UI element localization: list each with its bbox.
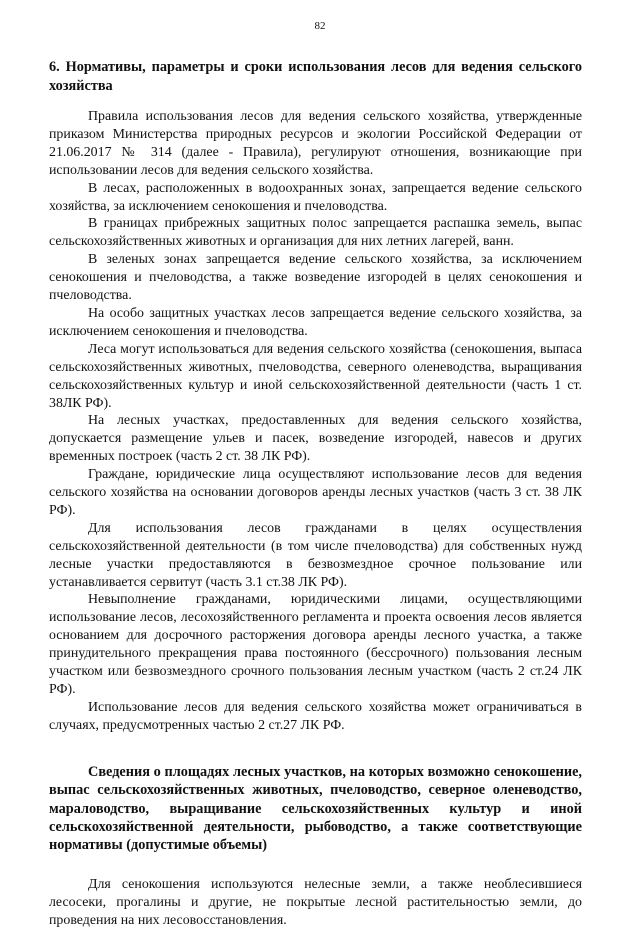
page-content	[49, 58, 582, 929]
subsection-heading: Сведения о площадях лесных участков, на которых возможно сенокошение, выпас сельскохозяйственных животных, пчеловодство, северное оленеводство, мараловодство, выращивание сельскохозяйственных культур и иной сельскохозяйственной деятельности, рыбоводство, а также соответствующие нормативы (допустимые объемы)	[49, 763, 582, 854]
paragraph: Леса могут использоваться для ведения сельского хозяйства (сенокошения, выпаса сельскохозяйственных животных, пчеловодства, северного оленеводства, выращивания сельскохозяйственных культур и иной сельскохозяйственной деятельности (часть 1 ст. 38ЛК РФ).	[49, 341, 582, 411]
paragraph: На лесных участках, предоставленных для ведения сельского хозяйства, допускается размещение ульев и пасек, возведение изгородей, навесов и других временных построек (часть 2 ст. 38 ЛК РФ).	[49, 413, 582, 465]
paragraph: Невыполнение гражданами, юридическими лицами, осуществляющими использование лесов, лесохозяйственного регламента и проекта освоения лесов является основанием для досрочного расторжения договора аренды лесного участка, а также принудительного прекращения права постоянного (бессрочного) пользования лесным участком или безвозмездного срочного пользования лесным участком (часть 2 ст.24 ЛК РФ).	[49, 592, 582, 697]
paragraph: Граждане, юридические лица осуществляют использование лесов для ведения сельского хозяйства на основании договоров аренды лесных участков (часть 3 ст. 38 ЛК РФ).	[49, 467, 582, 518]
paragraph: В лесах, расположенных в водоохранных зонах, запрещается ведение сельского хозяйства, за исключением сенокошения и пчеловодства.	[49, 180, 582, 214]
paragraph: В границах прибрежных защитных полос запрещается распашка земель, выпас сельскохозяйственных животных и организация для них летних лагерей, ванн.	[49, 216, 582, 250]
section-heading: 6. Нормативы, параметры и сроки использования лесов для ведения сельского хозяйства	[49, 59, 582, 94]
paragraph: Для сенокошения используются нелесные земли, а также необлесившиеся лесосеки, прогалины и другие, не покрытые лесной растительностью земли, до проведения на них лесовосстановления.	[49, 876, 582, 928]
paragraph: Использование лесов для ведения сельского хозяйства может ограничиваться в случаях, предусмотренных частью 2 ст.27 ЛК РФ.	[49, 699, 582, 733]
paragraph: Правила использования лесов для ведения сельского хозяйства, утвержденные приказом Министерства природных ресурсов и экологии Российской Федерации от 21.06.2017 № 314 (далее - Правила), регулируют отношения, возникающие при использовании лесов для ведения сельского хозяйства.	[49, 109, 582, 178]
paragraph: На особо защитных участках лесов запрещается ведение сельского хозяйства, за исключением сенокошения и пчеловодства.	[49, 305, 582, 339]
paragraph: В зеленых зонах запрещается ведение сельского хозяйства, за исключением сенокошения и пчеловодства, а также возведение изгородей в целях сенокошения и пчеловодства.	[49, 252, 582, 304]
paragraph: Для использования лесов гражданами в целях осуществления сельскохозяйственной деятельности (в том числе пчеловодства) для собственных нужд лесные участки предоставляются в безвозмездное срочное пользование или устанавливается сервитут (часть 3.1 ст.38 ЛК РФ).	[49, 520, 582, 590]
page-number: 82	[314, 20, 326, 32]
